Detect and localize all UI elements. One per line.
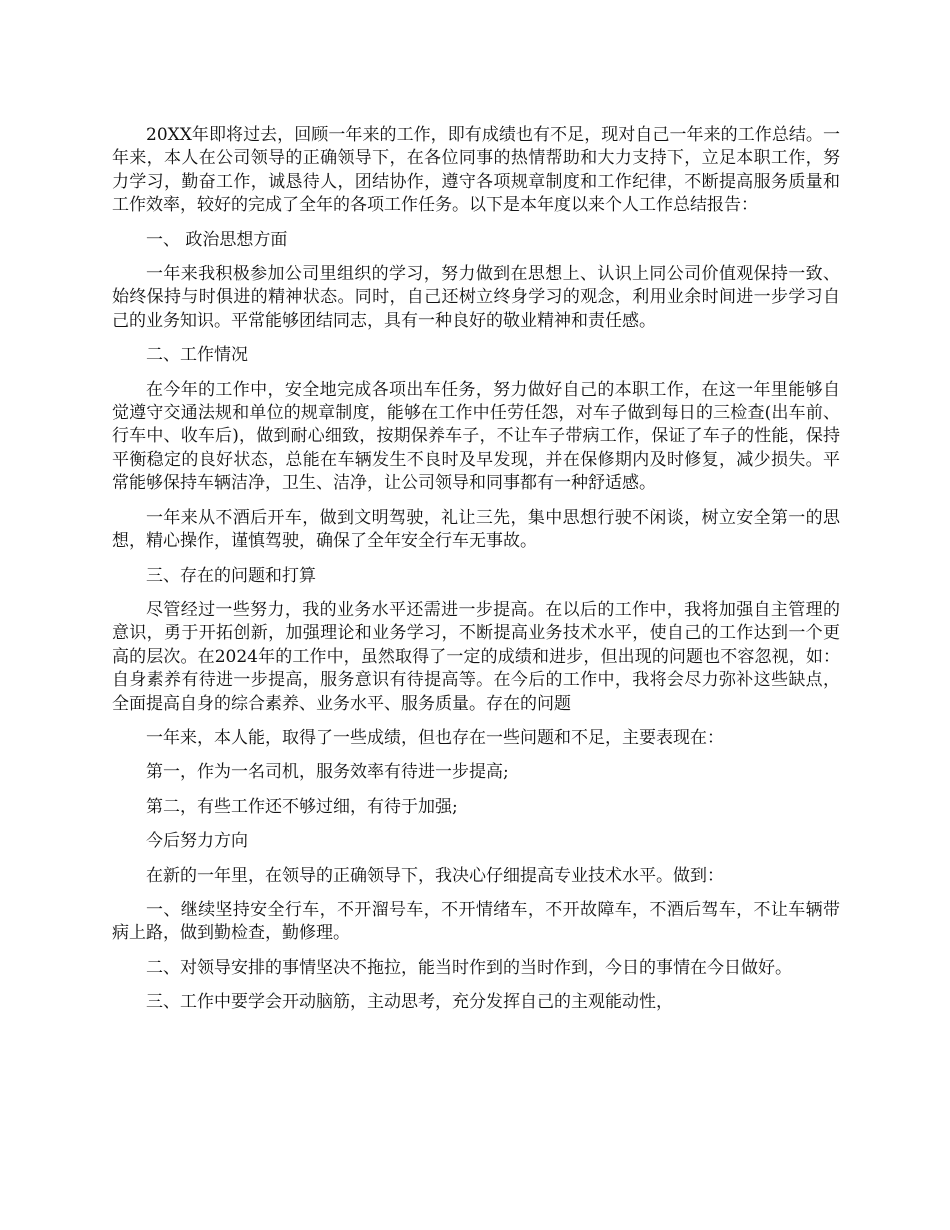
shortcoming-item-1: 第一，作为一名司机，服务效率有待进一步提高; bbox=[146, 762, 509, 783]
work-paragraph-1: 在今年的工作中，安全地完成各项出车任务，努力做好自己的本职工作，在这一年里能够自觉遵守交通法规和单位的规章制度，能够在工作中任劳任怨，对车子做到每日的三检查(出车前、行车中、收车后)，做到耐心细致，按期保养车子，不让车子带病工作，保证了车子的性能，保持平衡稳定的良好状态，总能在车辆发生不良时及早发现，并在保修期内及时修复，减少损失。平常能够保持车辆洁净，卫生、洁净，让公司领导和同事都有一种舒适感。 bbox=[112, 379, 840, 494]
direction-intro: 在新的一年里，在领导的正确领导下，我决心仔细提高专业技术水平。做到： bbox=[146, 865, 724, 886]
section-heading-direction: 今后努力方向 bbox=[146, 831, 248, 852]
section-heading-work: 二、工作情况 bbox=[146, 345, 248, 366]
political-paragraph: 一年来我积极参加公司里组织的学习，努力做到在思想上、认识上同公司价值观保持一致、始终保持与时俱进的精神状态。同时，自己还树立终身学习的观念，利用业余时间进一步学习自己的业务知识。平常能够团结同志，具有一种良好的敬业精神和责任感。 bbox=[112, 264, 840, 331]
shortcoming-item-2: 第二，有些工作还不够过细，有待于加强; bbox=[146, 796, 458, 817]
direction-item-2: 二、对领导安排的事情坚决不拖拉，能当时作到的当时作到，今日的事情在今日做好。 bbox=[146, 957, 792, 978]
section-heading-problems: 三、存在的问题和打算 bbox=[146, 565, 316, 586]
direction-item-1: 一、继续坚持安全行车，不开溜号车，不开情绪车，不开故障车，不酒后驾车，不让车辆带病上路，做到勤检查，勤修理。 bbox=[112, 899, 840, 944]
direction-item-3: 三、工作中要学会开动脑筋，主动思考，充分发挥自己的主观能动性， bbox=[146, 992, 673, 1013]
document-body bbox=[112, 124, 840, 1026]
intro-paragraph: 20XX年即将过去，回顾一年来的工作，即有成绩也有不足，现对自己一年来的工作总结。一年来，本人在公司领导的正确领导下，在各位同事的热情帮助和大力支持下，立足本职工作，努力学习，勤奋工作，诚恳待人，团结协作，遵守各项规章制度和工作纪律，不断提高服务质量和工作效率，较好的完成了全年的各项工作任务。以下是本年度以来个人工作总结报告： bbox=[112, 125, 840, 216]
problems-paragraph: 尽管经过一些努力，我的业务水平还需进一步提高。在以后的工作中，我将加强自主管理的意识，勇于开拓创新，加强理论和业务学习，不断提高业务技术水平，使自己的工作达到一个更高的层次。在2024年的工作中，虽然取得了一定的成绩和进步，但出现的问题也不容忽视，如：自身素养有待进一步提高，服务意识有待提高等。在今后的工作中，我将会尽力弥补这些缺点，全面提高自身的综合素养、业务水平、服务质量。存在的问题 bbox=[112, 599, 840, 714]
work-paragraph-2: 一年来从不酒后开车，做到文明驾驶，礼让三先，集中思想行驶不闲谈，树立安全第一的思想，精心操作，谨慎驾驶，确保了全年安全行车无事故。 bbox=[112, 507, 840, 552]
section-heading-political: 一、 政治思想方面 bbox=[146, 229, 288, 250]
shortcomings-intro: 一年来，本人能，取得了一些成绩，但也存在一些问题和不足，主要表现在： bbox=[146, 727, 724, 748]
